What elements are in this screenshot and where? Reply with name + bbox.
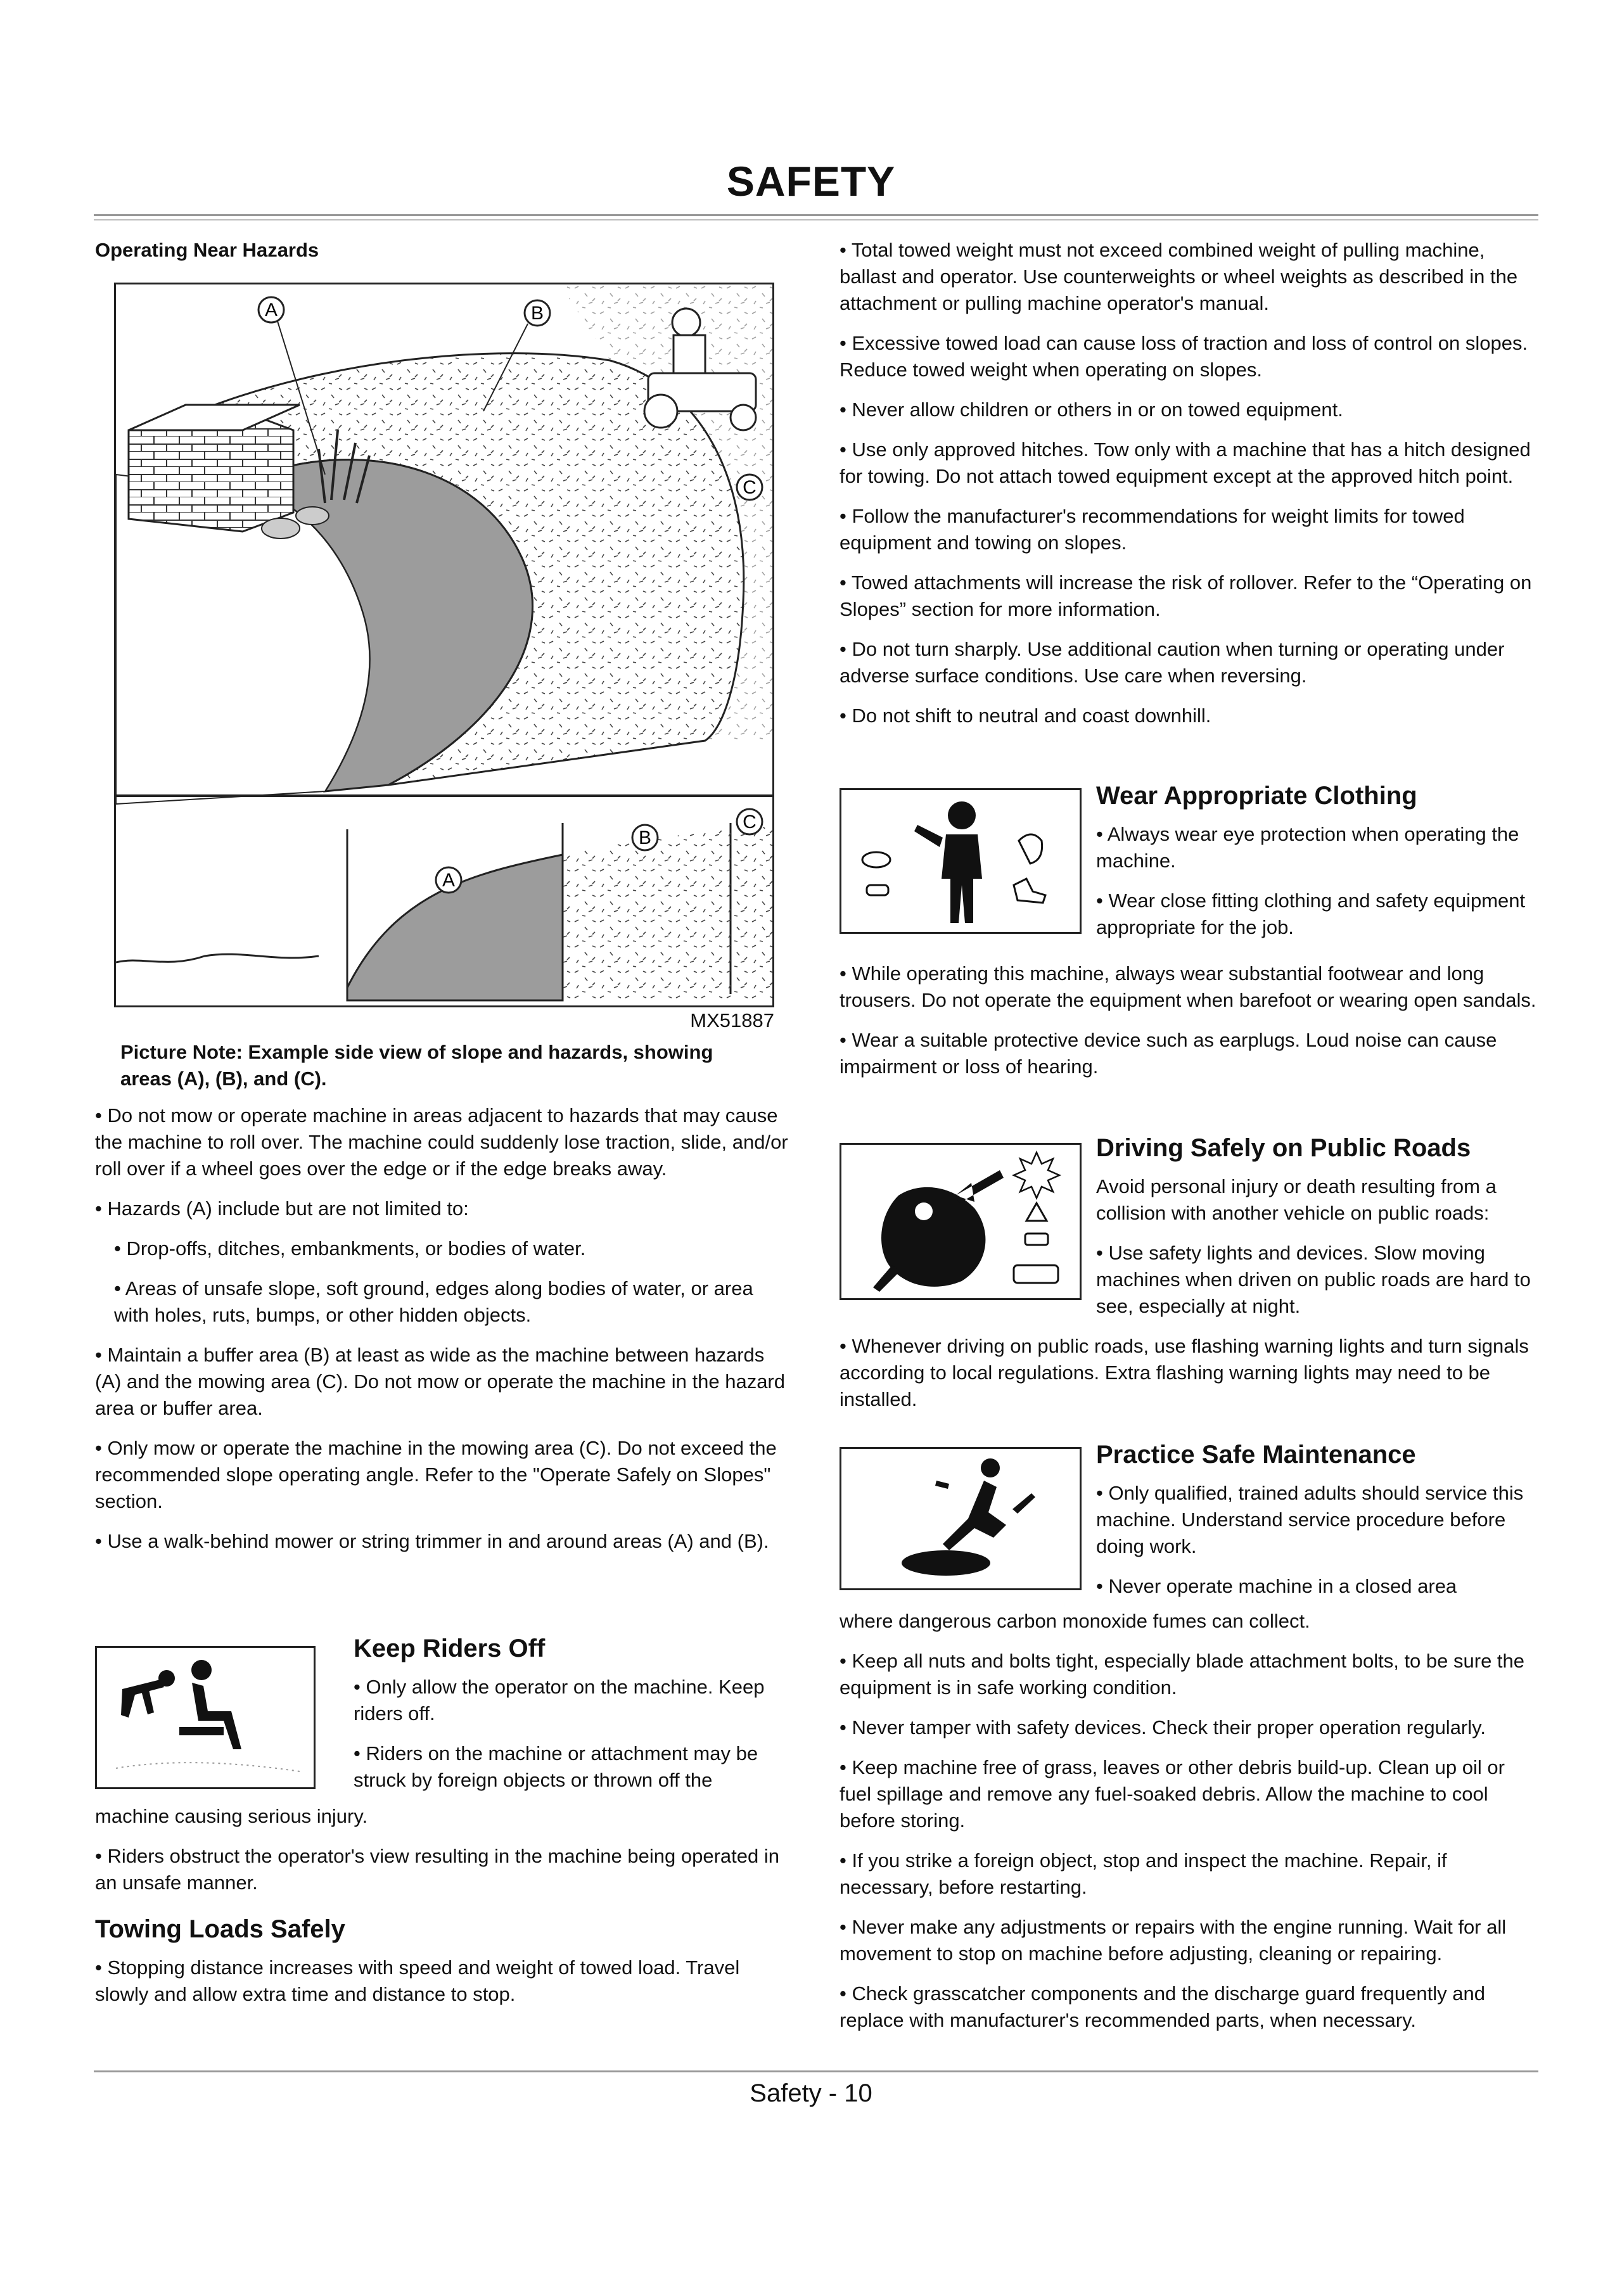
roads-icon-box [840, 1143, 1082, 1300]
roads-p3: • Whenever driving on public roads, use flashing warning lights and turn signals according to local regulations. Extra flashing warning lights may need to be installed. [840, 1335, 1529, 1410]
towing-r7: • Do not turn sharply. Use additional caution when turning or operating under adverse surface conditions. Use care when reversing. [840, 638, 1505, 687]
riders-right-text [354, 1633, 797, 1794]
clothing-icon [841, 790, 1080, 932]
svg-text:C: C [743, 812, 757, 832]
svg-text:C: C [743, 477, 757, 498]
roads-p2: • Use safety lights and devices. Slow moving machines when driven on public roads are hard to see, especially at night. [1096, 1242, 1531, 1317]
maintenance-p2-line1: • Never operate machine in a closed area [1096, 1575, 1457, 1597]
footer-rule [94, 2070, 1538, 2072]
maintenance-p7: • Never make any adjustments or repairs with the engine running. Wait for all movement to stop on machine before adjusting, cleaning or repairing. [840, 1916, 1507, 1965]
towing-r4: • Use only approved hitches. Tow only with a machine that has a hitch designed for towing. Do not attach towed equipment except at the approved hitch point. [840, 438, 1531, 487]
riders-p2-line2: struck by foreign objects or thrown off the [354, 1769, 713, 1791]
towing-r1: • Total towed weight must not exceed combined weight of pulling machine, ballast and operator. Use counterweights or wheel weights as described in the attachment or pulling machine operator's manual. [840, 239, 1518, 314]
riders-p3: • Riders obstruct the operator's view resulting in the machine being operated in an unsafe manner. [95, 1845, 779, 1894]
clothing-p4: • Wear a suitable protective device such as earplugs. Loud noise can cause impairment or loss of hearing. [840, 1029, 1497, 1078]
maintenance-p8: • Check grasscatcher components and the discharge guard frequently and replace with manufacturer's recommended parts, when necessary. [840, 1982, 1485, 2031]
maintenance-icon-box [840, 1447, 1082, 1590]
hazard-figure [114, 283, 774, 1007]
towing-p1: • Stopping distance increases with speed and weight of towed load. Travel slowly and allow extra time and distance to stop. [95, 1956, 740, 2005]
page-title: SAFETY [726, 158, 896, 205]
hazards-p3: • Maintain a buffer area (B) at least as wide as the machine between hazards (A) and the mowing area (C). Do not mow or operate the machine in the hazard area or buffer area. [95, 1344, 785, 1419]
roads-heading: Driving Safely on Public Roads [1096, 1134, 1471, 1162]
towing-r3: • Never allow children or others in or on towed equipment. [840, 399, 1343, 421]
clothing-p3: • While operating this machine, always wear substantial footwear and long trousers. Do not operate the equipment when barefoot or wearing open sandals. [840, 962, 1536, 1011]
towing-r6: • Towed attachments will increase the risk of rollover. Refer to the “Operating on Slopes” section for more information. [840, 571, 1532, 620]
maintenance-p4: • Never tamper with safety devices. Check their proper operation regularly. [840, 1716, 1486, 1738]
clothing-p1: • Always wear eye protection when operating the machine. [1096, 823, 1519, 872]
hazard-illustration [116, 284, 772, 1005]
riders-p2-line3: machine causing serious injury. [95, 1805, 368, 1827]
clothing-icon-box [840, 788, 1082, 934]
roads-icon [841, 1145, 1080, 1298]
maintenance-heading: Practice Safe Maintenance [1096, 1441, 1416, 1469]
riders-icon-box [95, 1646, 316, 1789]
maintenance-p1: • Only qualified, trained adults should service this machine. Understand service procedure before doing work. [1096, 1482, 1524, 1557]
roads-p1: Avoid personal injury or death resulting from a collision with another vehicle on public roads: [1096, 1175, 1497, 1224]
maintenance-right-text [1096, 1439, 1540, 1600]
svg-text:A: A [442, 870, 456, 891]
maintenance-body [840, 1608, 1538, 2047]
hazards-p5: • Use a walk-behind mower or string trimmer in and around areas (A) and (B). [95, 1530, 769, 1552]
towing-heading: Towing Loads Safely [95, 1915, 345, 1943]
clothing-p2: • Wear close fitting clothing and safety equipment appropriate for the job. [1096, 890, 1526, 938]
maintenance-p5: • Keep machine free of grass, leaves or other debris build-up. Clean up oil or fuel spillage and remove any fuel-soaked debris. Allow the machine to cool before storing. [840, 1756, 1505, 1832]
towing-body [840, 237, 1538, 743]
clothing-body [840, 960, 1538, 1094]
towing-r8: • Do not shift to neutral and coast downhill. [840, 705, 1211, 727]
svg-text:B: B [530, 303, 544, 324]
hazards-heading: Operating Near Hazards [95, 239, 319, 261]
svg-text:B: B [638, 827, 652, 848]
hazards-body [95, 1007, 792, 1568]
hazards-heading-block [95, 237, 792, 277]
svg-text:A: A [264, 300, 278, 321]
header-rule [94, 214, 1538, 216]
riders-p1: • Only allow the operator on the machine. Keep riders off. [354, 1676, 765, 1725]
riders-icon [97, 1648, 314, 1787]
towing-r5: • Follow the manufacturer's recommendations for weight limits for towed equipment and towing on slopes. [840, 505, 1465, 554]
riders-p2-line1: • Riders on the machine or attachment may be [354, 1742, 758, 1764]
maintenance-p3: • Keep all nuts and bolts tight, especially blade attachment bolts, to be sure the equipment is in safe working condition. [840, 1650, 1525, 1699]
figure-code: MX51887 [690, 1009, 774, 1031]
riders-body [95, 1803, 792, 2021]
hazards-p2a: • Drop-offs, ditches, embankments, or bodies of water. [114, 1237, 586, 1260]
hazards-p1: • Do not mow or operate machine in areas adjacent to hazards that may cause the machine to roll over. The machine could suddenly lose traction, slide, and/or roll over if a wheel goes over the edge or if the edge breaks away. [95, 1104, 788, 1180]
page-footer: Safety - 10 [750, 2079, 872, 2107]
roads-body [840, 1333, 1538, 1426]
roads-right-text [1096, 1133, 1540, 1320]
maintenance-p2-line2: where dangerous carbon monoxide fumes can collect. [840, 1610, 1310, 1632]
picture-note-line1: Picture Note: Example side view of slope and hazards, showing [120, 1041, 713, 1063]
maintenance-p6: • If you strike a foreign object, stop and inspect the machine. Repair, if necessary, before restarting. [840, 1849, 1447, 1898]
picture-note-line2: areas (A), (B), and (C). [120, 1068, 327, 1090]
header-rule-thin [94, 219, 1538, 220]
riders-heading: Keep Riders Off [354, 1635, 546, 1662]
clothing-right-text [1096, 781, 1540, 941]
clothing-heading: Wear Appropriate Clothing [1096, 782, 1417, 810]
hazards-p2b: • Areas of unsafe slope, soft ground, edges along bodies of water, or area with holes, ruts, bumps, or other hidden objects. [114, 1277, 753, 1326]
hazards-p2: • Hazards (A) include but are not limited to: [95, 1197, 469, 1220]
maintenance-icon [841, 1449, 1080, 1588]
hazards-p4: • Only mow or operate the machine in the mowing area (C). Do not exceed the recommended slope operating angle. Refer to the "Operate Safely on Slopes" section. [95, 1437, 777, 1512]
towing-r2: • Excessive towed load can cause loss of traction and loss of control on slopes. Reduce towed weight when operating on slopes. [840, 332, 1528, 381]
